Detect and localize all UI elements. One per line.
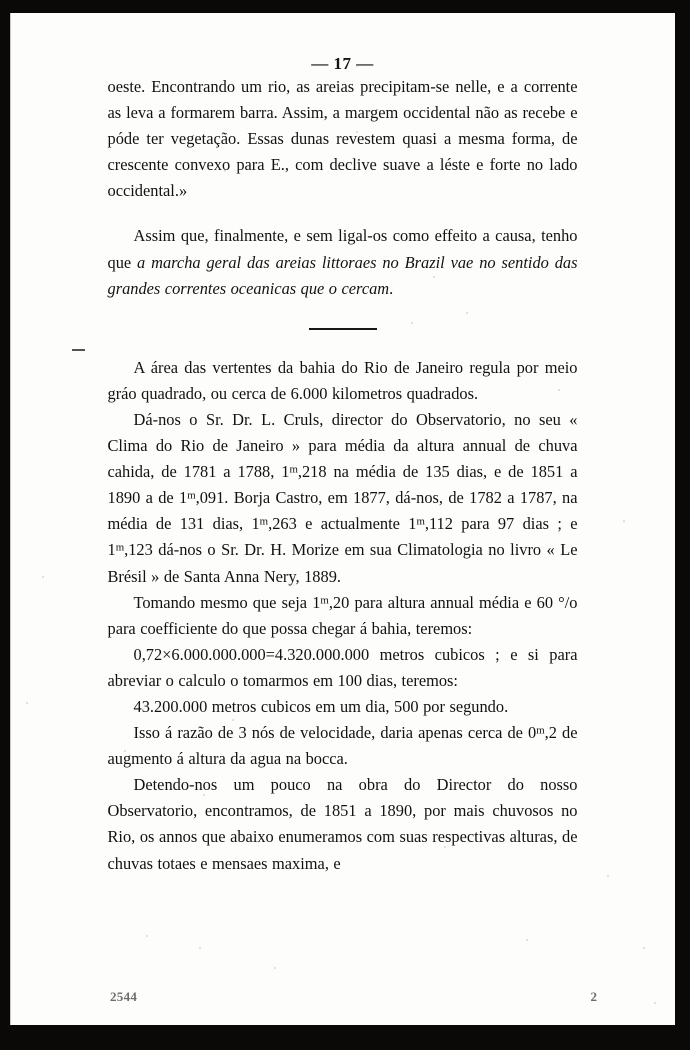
paragraph-assim-que	[108, 223, 578, 301]
body-text-run: ,2 de augmento á altura da agua na bocca.	[107, 723, 578, 769]
body-text-run: 0,72×6.000.000.000=4.320.000.000 metros cubicos ; e si para abreviar o calculo o tomarmos em 100 dias, teremos:	[107, 644, 578, 690]
body-text-run: ,123 dá-nos o Sr. Dr. H. Morize em sua Climatologia no livro « Le Brésil » de Santa Anna Nery, 1889.	[107, 540, 578, 586]
page-folio-number: — 17 —	[311, 54, 374, 73]
paragraph-detendo-nos	[108, 772, 578, 876]
body-text-run: .	[389, 278, 394, 298]
body-text-run: ,112 para 97 dias ; e 1	[107, 514, 578, 560]
metre-superscript: m	[320, 594, 329, 607]
stray-ink-dash	[72, 349, 85, 351]
metre-superscript: m	[416, 515, 425, 528]
page-sheet	[10, 13, 675, 1025]
body-text-run: Isso á razão de 3 nós de velocidade, daria apenas cerca de 0	[133, 723, 537, 743]
body-text-run: oeste. Encontrando um rio, as areias precipitam-se nelle, e a corrente as leva a formarem barra. Assim, a margem occidental não as recebe e póde ter vegetação. Essas dunas revestem quasi a mesma forma, de crescente convexo para E., com declive suave a léste e forte no lado occidental.»	[107, 77, 578, 201]
body-text-run: ,20 para altura annual média e 60 °/o para coefficiente do que possa chegar á bahia, teremos:	[107, 592, 578, 638]
emphasized-text: a marcha geral das areias littoraes no Brazil vae no sentido das grandes correntes oceanicas que o cercam	[107, 252, 578, 298]
paragraph-cruls	[108, 407, 578, 590]
paragraph-calculation-one	[108, 642, 578, 694]
footer-marks	[10, 989, 675, 1009]
body-text-run: Dá-nos o Sr. Dr. L. Cruls, director do Observatorio, no seu « Clima do Rio de Janeiro » para média da altura annual de chuva cahida, de 1781 a 1788, 1	[107, 409, 578, 482]
section-divider-rule	[309, 328, 377, 330]
paragraph-calculation-two	[108, 694, 578, 720]
page-content	[10, 13, 675, 1025]
body-text-run: ,091. Borja Castro, em 1877, dá-nos, de 1782 a 1787, na média de 131 dias, 1	[107, 488, 578, 534]
body-text-run: A área das vertentes da bahia do Rio de Janeiro regula por meio gráo quadrado, ou cerca de 6.000 kilometros quadrados.	[107, 357, 578, 403]
paragraph-area-vertentes	[108, 355, 578, 407]
paragraph-isso-razao	[108, 720, 578, 772]
metre-superscript: m	[187, 489, 196, 502]
body-text-run: Detendo-nos um pouco na obra do Director do nosso Observatorio, encontramos, de 1851 a 1890, por mais chuvosos no Rio, os annos que abaixo enumeramos com suas respectivas alturas, de chuvas totaes e mensaes maxima, e	[107, 775, 578, 873]
body-text-run: ,263 e actualmente 1	[268, 514, 417, 534]
metre-superscript: m	[259, 515, 269, 528]
metre-superscript: m	[289, 463, 298, 476]
text-block	[108, 74, 578, 877]
footer-signature-mark: 2544	[110, 989, 138, 1004]
metre-superscript: m	[536, 724, 545, 737]
body-text-run: ,218 na média de 135 dias, e de 1851 a 1890 a de 1	[107, 462, 578, 508]
footer-sheet-mark: 2	[590, 989, 597, 1004]
body-text-run: Assim que, finalmente, e sem ligal-os como effeito a causa, tenho que	[107, 226, 578, 272]
body-text-run: Tomando mesmo que seja 1	[133, 592, 321, 612]
body-text-run: 43.200.000 metros cubicos em um dia, 500 por segundo.	[133, 696, 509, 716]
metre-superscript: m	[115, 541, 125, 554]
paragraph-quote-tail	[108, 74, 578, 204]
paragraph-tomando	[108, 590, 578, 642]
